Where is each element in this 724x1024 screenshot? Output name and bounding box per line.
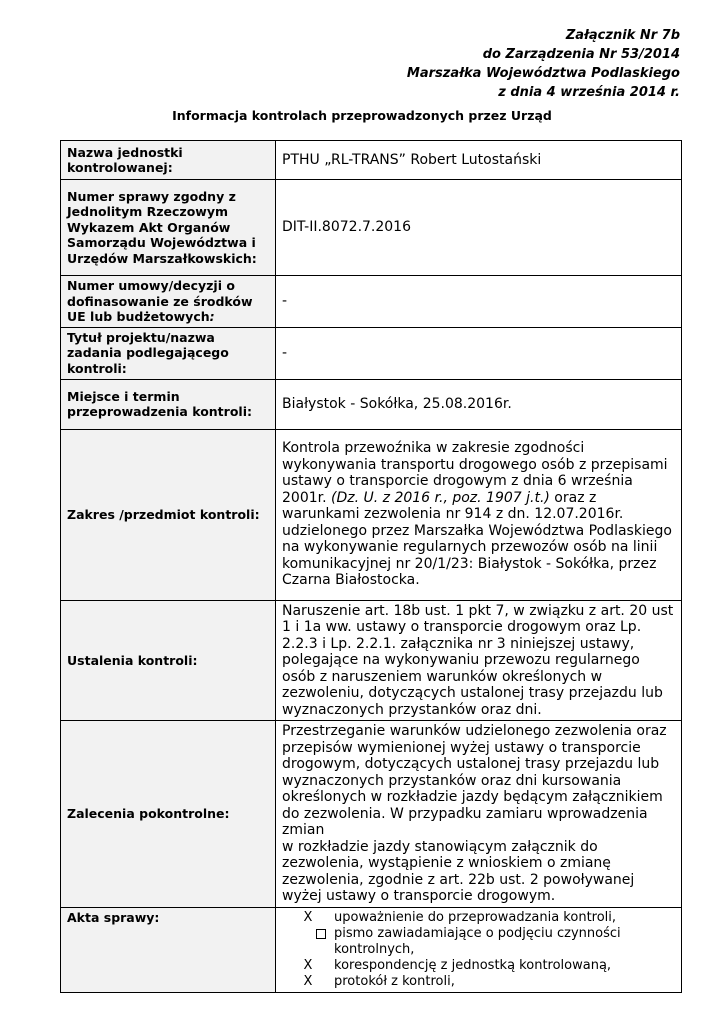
header-line-4: z dnia 4 września 2014 r.: [498, 85, 680, 100]
akta-item-4-text: protokół z kontroli,: [334, 974, 455, 989]
value-ustalenia: Naruszenie art. 18b ust. 1 pkt 7, w związku z art. 20 ust 1 i 1a ww. ustawy o transporcie drogowym oraz Lp. 2.2.3 i Lp. 2.2.1. załącznika nr 3 niniejszej ustawy, polegające na wykonywaniu przewozu regularnego osób z naruszeniem warunków określonych w zezwoleniu, dotyczących ustalonej trasy przejazdu lub wyznaczonych przystanków oraz dni.: [276, 600, 682, 721]
value-numer-umowy: -: [276, 276, 682, 328]
row-akta: [61, 908, 682, 993]
label-ustalenia: Ustalenia kontroli:: [61, 600, 276, 721]
row-ustalenia: [61, 600, 682, 721]
label-zakres: Zakres /przedmiot kontroli:: [61, 429, 276, 600]
akta-item-2-text: pismo zawiadamiające o podjęciu czynności kontrolnych,: [334, 926, 621, 957]
row-numer-sprawy: [61, 180, 682, 276]
value-zalecenia-text-1: Przestrzeganie warunków udzielonego zezwolenia oraz przepisów wymienionej wyżej ustawy o transporcie drogowym, dotyczących ustalonej trasy przejazdu lub wyznaczonych przystanków oraz dni kursowania określonych w rozkładzie jazdy będącym załącznikiem do zezwolenia. W przypadku zamiaru wprowadzenia zmian: [282, 723, 667, 839]
akta-item-1-text: upoważnienie do przeprowadzania kontroli,: [334, 910, 617, 925]
header-line-1: Załącznik Nr 7b: [565, 28, 680, 43]
value-tytul: -: [276, 327, 682, 379]
info-table: [60, 140, 682, 993]
value-akta: [276, 908, 682, 993]
label-numer-umowy: [61, 276, 276, 328]
akta-item-3: [282, 958, 675, 974]
label-zalecenia: Zalecenia pokontrolne:: [61, 721, 276, 908]
value-zakres-citation: (Dz. U. z 2016 r., poz. 1907 j.t.): [331, 489, 550, 506]
empty-checkbox-icon: [316, 929, 326, 939]
page-title: Informacja kontrolach przeprowadzonych przez Urząd: [172, 108, 552, 123]
value-miejsce: Białystok - Sokółka, 25.08.2016r.: [276, 379, 682, 429]
row-nazwa: [61, 141, 682, 180]
header-line-2: do Zarządzenia Nr 53/2014: [482, 47, 680, 62]
value-zalecenia-text-2: w rozkładzie jazdy stanowiącym załącznik do zezwolenia, wystąpienie z wnioskiem o zmianę zezwolenia, zgodnie z art. 22b ust. 2 powoływanej wyżej ustawy o transporcie drogowym.: [282, 838, 635, 905]
label-numer-umowy-text: Numer umowy/decyzji o dofinasowanie ze środków UE lub budżetowych: [67, 278, 253, 324]
akta-item-3-mark: X: [303, 958, 313, 973]
value-numer-sprawy: DIT-II.8072.7.2016: [276, 180, 682, 276]
label-numer-sprawy: Numer sprawy zgodny z Jednolitym Rzeczowym Wykazem Akt Organów Samorządu Województwa i Urzędów Marszałkowskich:: [61, 180, 276, 276]
akta-item-2: [282, 926, 675, 958]
value-zakres: [276, 429, 682, 600]
label-tytul: Tytuł projektu/nazwa zadania podlegającego kontroli:: [61, 327, 276, 379]
header-line-3: Marszałka Województwa Podlaskiego: [406, 66, 680, 81]
row-zakres: [61, 429, 682, 600]
label-miejsce: Miejsce i termin przeprowadzenia kontroli:: [61, 379, 276, 429]
header-block: [407, 26, 680, 102]
akta-item-4: [282, 974, 675, 990]
row-miejsce: [61, 379, 682, 429]
value-zakres-text-1: Kontrola przewoźnika w zakresie zgodności wykonywania transportu drogowego osób z przepisami ustawy o transporcie drogowym z dnia 6 września 2001r.: [282, 440, 668, 506]
row-numer-umowy: [61, 276, 682, 328]
akta-item-1: [282, 910, 675, 926]
label-nazwa: Nazwa jednostki kontrolowanej:: [61, 141, 276, 180]
row-zalecenia: [61, 721, 682, 908]
akta-item-1-mark: X: [303, 910, 313, 925]
akta-item-4-mark: X: [303, 974, 313, 989]
value-nazwa: PTHU „RL-TRANS” Robert Lutostański: [276, 141, 682, 180]
value-zakres-text-2: oraz z warunkami zezwolenia nr 914 z dn. 12.07.2016r. udzielonego przez Marszałka Województwa Podlaskiego na wykonywanie regularnych przewozów osób na linii komunikacyjnej nr 20/1/23: Białystok - Sokółka, przez Czarna Białostocka.: [282, 489, 672, 589]
row-tytul: [61, 327, 682, 379]
label-akta: Akta sprawy:: [61, 908, 276, 993]
akta-item-3-text: korespondencję z jednostką kontrolowaną,: [334, 958, 612, 973]
label-numer-umowy-colon: :: [209, 309, 215, 324]
value-zalecenia: [276, 721, 682, 908]
